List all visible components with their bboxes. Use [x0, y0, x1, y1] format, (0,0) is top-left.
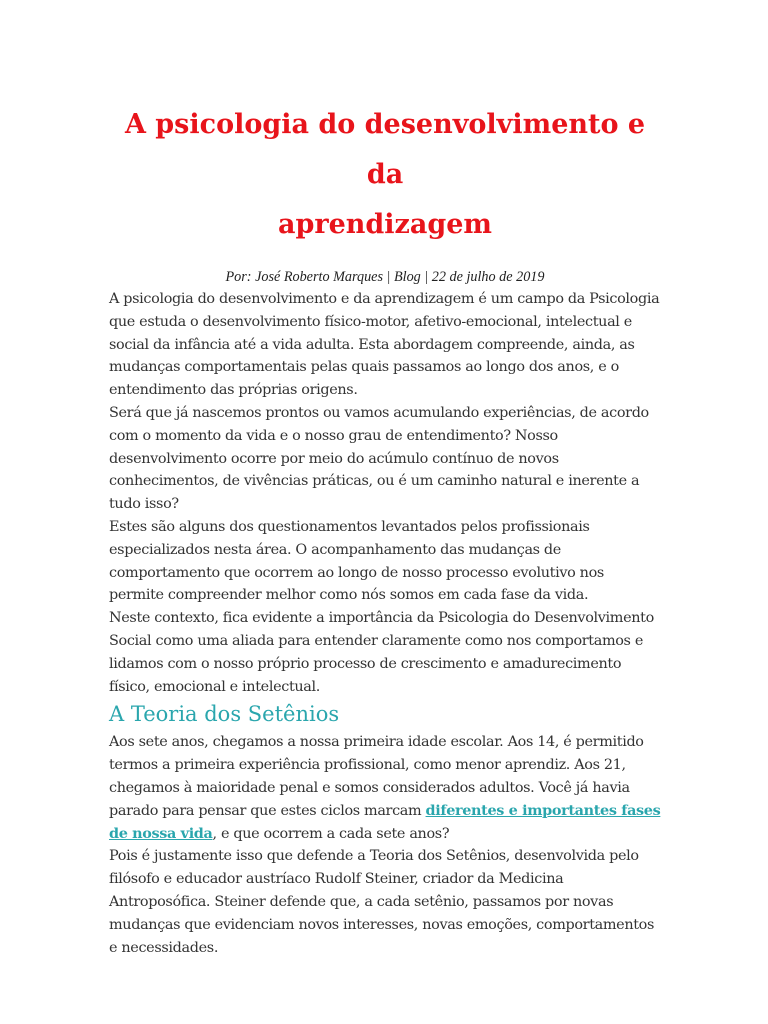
- paragraph-2: Será que já nascemos prontos ou vamos acumulando experiências, de acordo com o momento da vida e o nosso grau de entendimento? Nosso desenvolvimento ocorre por meio do acúmulo contínuo de novos conhecimentos, de vivências práticas, ou é um caminho natural e inerente a tudo isso?: [109, 404, 649, 513]
- section-paragraph-2: Pois é justamente isso que defende a Teoria dos Setênios, desenvolvida pelo filósofo e educador austríaco Rudolf Steiner, criador da Medicina Antroposófica. Steiner defende que, a cada setênio, passamos por novas mudanças que evidenciam novos interesses, novas emoções, comportamentos e necessidades.: [109, 848, 655, 956]
- section-paragraph-1: [109, 731, 661, 845]
- paragraph-3: Estes são alguns dos questionamentos levantados pelos profissionais especializados nesta área. O acompanhamento das mudanças de comportamento que ocorrem ao longo de nosso processo evolutivo nos permite compreender melhor como nós somos em cada fase da vida.: [109, 518, 604, 604]
- byline: Por: José Roberto Marques | Blog | 22 de julho de 2019: [225, 269, 545, 285]
- paragraph-1: A psicologia do desenvolvimento e da aprendizagem é um campo da Psicologia que estuda o desenvolvimento físico-motor, afetivo-emocional, intelectual e social da infância até a vida adulta. Esta abordagem compreende, ainda, as mudanças comportamentais pelas quais passamos ao longo dos anos, e o entendimento das próprias origens.: [109, 291, 660, 399]
- section-paragraph-1-tail: , e que ocorrem a cada sete anos?: [212, 825, 450, 842]
- section-heading: A Teoria dos Setênios: [109, 702, 340, 727]
- title-line-1: A psicologia do desenvolvimento e da: [124, 109, 646, 190]
- article: [109, 0, 661, 959]
- section-paragraph-1-text: Aos sete anos, chegamos a nossa primeira idade escolar. Aos 14, é permitido termos a primeira experiência profissional, como menor aprendiz. Aos 21, chegamos à maioridade penal e somos considerados adultos. Você já havia parado para pensar que estes ciclos marcam: [109, 734, 644, 819]
- title-line-2: aprendizagem: [278, 209, 492, 240]
- article-title: [109, 0, 661, 250]
- phases-of-life-link[interactable]: diferentes e importantes fases de nossa vida: [109, 801, 661, 842]
- paragraph-4: Neste contexto, fica evidente a importância da Psicologia do Desenvolvimento Social como uma aliada para entender claramente como nos comportamos e lidamos com o nosso próprio processo de crescimento e amadurecimento físico, emocional e intelectual.: [109, 610, 654, 695]
